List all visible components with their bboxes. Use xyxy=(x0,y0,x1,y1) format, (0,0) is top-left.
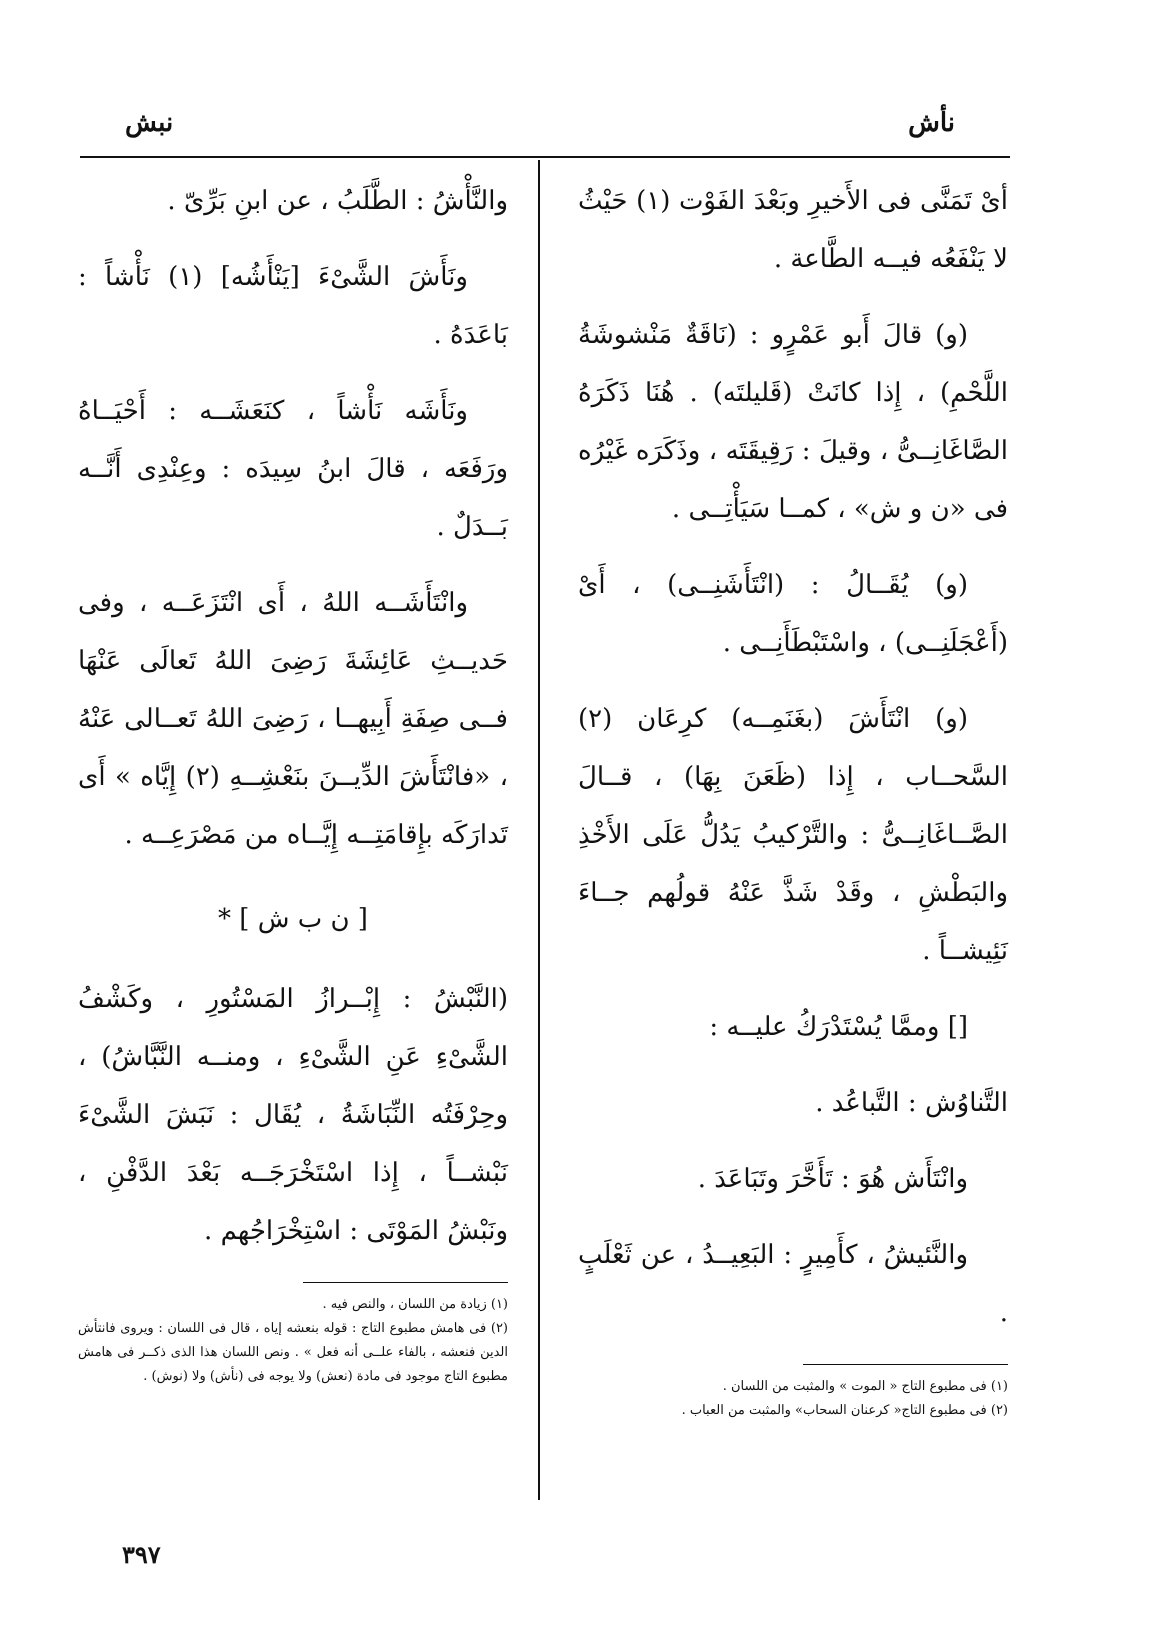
right-column xyxy=(578,172,1008,1423)
right-paragraph: (و) يُقَــالُ : (انْتَأَشَنِــى) ، أَىْ (أَعْجَلَنِــى) ، واسْتَبْطَأَنِــى . xyxy=(578,570,1008,658)
footnote: (١) فى مطبوع التاج « الموت » والمثبت من اللسان . xyxy=(722,1379,1008,1394)
left-paragraph: وانْتَأَشَــه اللهُ ، أَى انْتَزَعَــه ، وفى حَديــثِ عَائِشَةَ رَضِىَ اللهُ تَعالَى عَنْهَا فــى صِفَةِ أَبِيهــا ، رَضِىَ اللهُ تَعــالى عَنْهُ ، «فانْتَأَشَ الدِّيــنَ بنَعْشِــهِ (٢) إِيَّاه » أَى تَدارَكَه بإِقامَتِــه إِيَّــاه من مَصْرَعِــه . xyxy=(78,588,508,850)
right-paragraph: [] وممَّا يُسْتَدْرَكُ عليــه : xyxy=(709,1012,968,1042)
page-number: ٣٩٧ xyxy=(122,1540,161,1569)
right-paragraph: التَّناوُش : التَّباعُد . xyxy=(815,1088,1008,1118)
footnote: (١) زيادة من اللسان ، والنص فيه . xyxy=(322,1297,508,1312)
right-paragraph: (و) انْتَأَشَ (بغَنَمِــه) كرِعَان (٢) السَّحــاب ، إِذا (ظَعَنَ بِهَا) ، قــالَ الصَّــاغَانِــىُّ : والتَّرْكيبُ يَدُلُّ عَلَى الأَخْذِ والبَطْشِ ، وقَدْ شَذَّ عَنْهُ قولُهم جــاءَ نَئِيشــاً . xyxy=(578,704,1008,966)
header-rule xyxy=(80,156,1010,158)
section-heading: [ ن ب ش ] * xyxy=(218,904,368,934)
footnote: (٢) فى هامش مطبوع التاج : قوله بنعشه إياه ، قال فى اللسان : ويروى فانتأش الدين فنعشه ، بالفاء علــى أنه فعل » . ونص اللسان هذا الذى ذكــر فى هامش مطبوع التاج موجود فى مادة (نعش) ولا يوجه فى (نأش) ولا (نوش) . xyxy=(78,1321,508,1384)
left-paragraph: والنَّأْشُ : الطَّلَبُ ، عن ابنِ بَرِّىّ . xyxy=(167,186,508,216)
right-paragraph: (و) قالَ أَبو عَمْرٍو : (نَاقَةٌ مَنْشوشَةُ اللَّحْمِ) ، إِذا كانَتْ (قَليلتَه) . هُنَا ذَكَرَهُ الصَّاغَانِــىُّ ، وقيلَ : رَقِيقَتَه ، وذَكَرَه غَيْرُه فى «ن و ش» ، كمــا سَيَأْتِــى . xyxy=(578,320,1008,524)
right-paragraph: وانْتَأَش هُوَ : تَأَخَّرَ وتَبَاعَدَ . xyxy=(697,1164,968,1194)
column-divider xyxy=(538,160,540,1500)
left-column xyxy=(78,172,508,1389)
footnote: (٢) فى مطبوع التاج« كرعنان السحاب» والمثبت من العباب . xyxy=(681,1403,1008,1418)
left-paragraph: ونَأَشَه نَأْشاً ، كنَعَشَــه : أَحْيَــاهُ ورَفَعَه ، قالَ ابنُ سِيدَه : وعِنْدِى أَنَّــه بَــدَلٌ . xyxy=(78,396,508,542)
running-head-left: نبش xyxy=(125,108,174,138)
left-paragraph: (النَّبْشُ : إِبْــرازُ المَسْتُورِ ، وكَشْفُ الشَّىْءِ عَنِ الشَّىْءِ ، ومنــه النَّبَّاشُ) ، وحِرْفَتُه النِّبَاشَةُ ، يُقَال : نَبَشَ الشَّىْءَ نَبْشــاً ، إِذا اسْتَخْرَجَــه بَعْدَ الدَّفْنِ ، ونَبْشُ المَوْتَى : اسْتِخْرَاجُهم . xyxy=(78,984,508,1246)
left-paragraph: ونَأَشَ الشَّىْءَ [يَنْأَشُه] (١) نَأْشاً : بَاعَدَهُ . xyxy=(78,262,508,350)
footnote-rule xyxy=(803,1364,1008,1365)
right-paragraph: أىْ تَمَنَّى فى الأَخيرِ وبَعْدَ الفَوْت (١) حَيْثُ لا يَنْفَعُه فيــه الطَّاعة . xyxy=(578,186,1008,274)
right-paragraph: والنَّئيشُ ، كأَمِيرٍ : البَعِيــدُ ، عن ثَعْلَبٍ . xyxy=(578,1240,1008,1328)
right-footnotes xyxy=(578,1375,1008,1423)
left-footnotes xyxy=(78,1293,508,1389)
running-head-right: نأش xyxy=(908,108,955,138)
footnote-rule xyxy=(303,1282,508,1283)
